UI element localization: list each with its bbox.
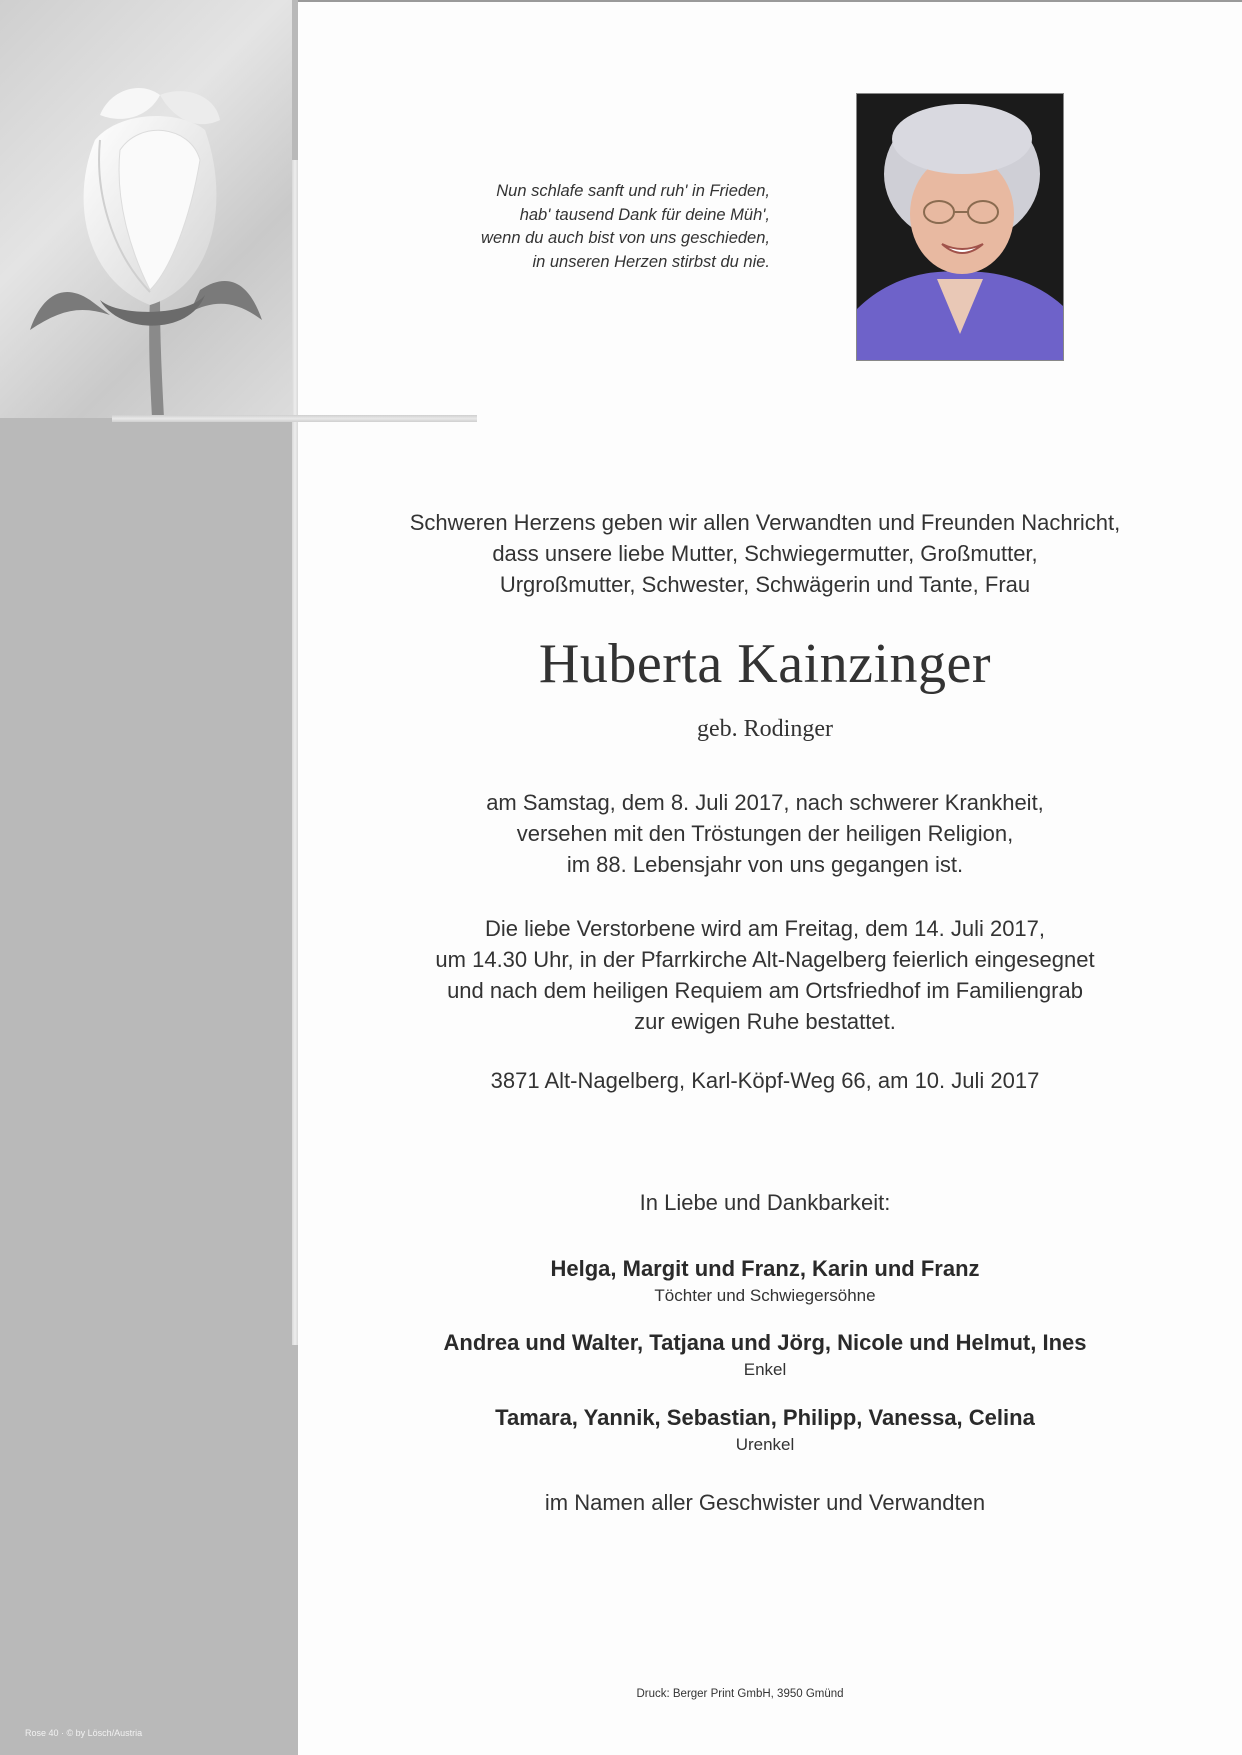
mourner-role: Enkel	[743, 1360, 787, 1379]
mourner-names: Helga, Margit und Franz, Karin und Franz	[550, 1256, 980, 1281]
intro-line: Schweren Herzens geben wir allen Verwandten und Freunden Nachricht,	[409, 510, 1121, 535]
closing-text: im Namen aller Geschwister und Verwandten	[544, 1490, 986, 1515]
poem-line: in unseren Herzen stirbst du nie.	[532, 252, 770, 271]
death-line: versehen mit den Tröstungen der heiligen Religion,	[516, 821, 1014, 846]
intro-line: Urgroßmutter, Schwester, Schwägerin und Tante, Frau	[499, 572, 1031, 597]
mourner-names: Andrea und Walter, Tatjana und Jörg, Nicole und Helmut, Ines	[443, 1330, 1087, 1355]
mourner-group-grandchildren	[340, 1330, 1190, 1380]
funeral-line: zur ewigen Ruhe bestattet.	[634, 1009, 896, 1034]
mourner-role: Töchter und Schwiegersöhne	[654, 1286, 876, 1305]
mourner-group-great-grandchildren	[340, 1405, 1190, 1455]
mourner-role: Urenkel	[735, 1435, 795, 1454]
white-rose-icon	[0, 0, 292, 418]
poem-line: Nun schlafe sanft und ruh' in Frieden,	[496, 182, 770, 200]
place-date: 3871 Alt-Nagelberg, Karl-Köpf-Weg 66, am 10. Juli 2017	[490, 1068, 1040, 1093]
birth-name: geb. Rodinger	[697, 716, 833, 742]
thanks-heading: In Liebe und Dankbarkeit:	[639, 1190, 891, 1215]
intro-text	[340, 507, 1190, 600]
vertical-divider	[292, 160, 298, 1345]
mourner-names: Tamara, Yannik, Sebastian, Philipp, Vanessa, Celina	[495, 1405, 1035, 1430]
portrait-photo	[856, 93, 1064, 361]
mourner-group-daughters	[340, 1256, 1190, 1306]
funeral-text	[340, 913, 1190, 1037]
funeral-line: und nach dem heiligen Requiem am Ortsfriedhof im Familiengrab	[447, 978, 1083, 1003]
printer-credit: Druck: Berger Print GmbH, 3950 Gmünd	[636, 1688, 844, 1700]
rose-image	[0, 0, 292, 418]
death-text	[340, 787, 1190, 880]
poem	[380, 180, 770, 274]
image-credit: Rose 40 · © by Lösch/Austria	[25, 1728, 143, 1738]
poem-line: hab' tausend Dank für deine Müh',	[519, 205, 770, 224]
deceased-name: Huberta Kainzinger	[538, 633, 992, 695]
death-line: im 88. Lebensjahr von uns gegangen ist.	[566, 852, 964, 877]
funeral-line: Die liebe Verstorbene wird am Freitag, dem 14. Juli 2017,	[484, 916, 1046, 941]
horizontal-divider	[112, 415, 477, 422]
person-portrait-icon	[857, 94, 1063, 360]
funeral-line: um 14.30 Uhr, in der Pfarrkirche Alt-Nagelberg feierlich eingesegnet	[435, 947, 1095, 972]
intro-line: dass unsere liebe Mutter, Schwiegermutter, Großmutter,	[492, 541, 1038, 566]
poem-line: wenn du auch bist von uns geschieden,	[481, 229, 770, 247]
death-line: am Samstag, dem 8. Juli 2017, nach schwerer Krankheit,	[486, 790, 1044, 815]
